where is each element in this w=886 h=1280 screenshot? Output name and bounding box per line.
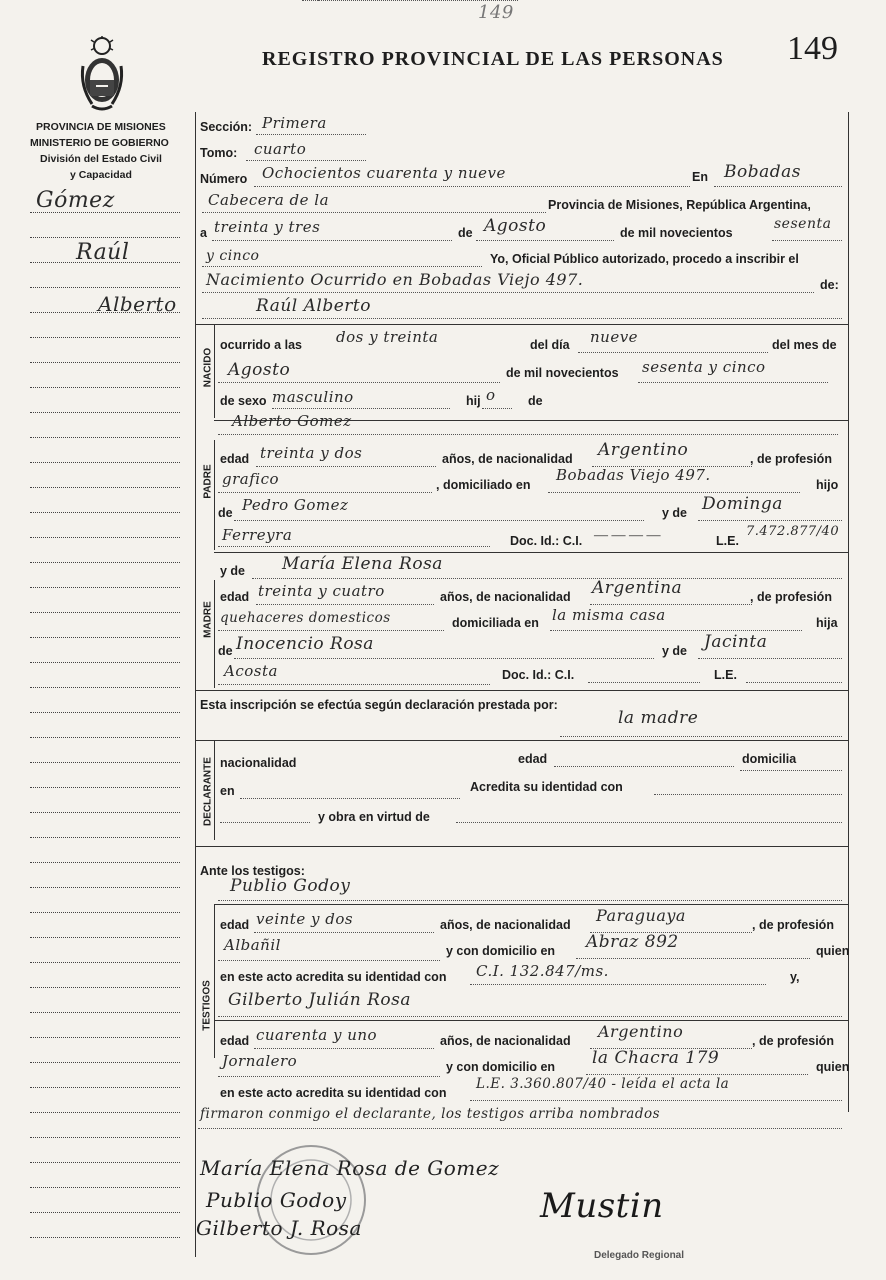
- t2-profesion-label: , de profesión: [752, 1034, 834, 1048]
- frame-left-border: [195, 112, 196, 1257]
- year-value: sesenta: [774, 216, 832, 232]
- anio-value: sesenta y cinco: [642, 358, 766, 376]
- padre-madre-value-continued: Ferreyra: [222, 526, 293, 544]
- padre-nacionalidad-value: Argentino: [598, 440, 689, 460]
- t1-edad-value: veinte y dos: [256, 910, 354, 928]
- declarante-edad-label: edad: [518, 752, 548, 766]
- madre-profesion-value: quehaceres domesticos: [220, 610, 391, 626]
- page-number: 149: [787, 30, 838, 67]
- declarante-en-label: en: [220, 784, 235, 798]
- madre-profesion-label: , de profesión: [750, 590, 832, 604]
- padre-profesion-value: grafico: [222, 470, 279, 488]
- t1-profesion-value: Albañil: [224, 936, 281, 954]
- en-label: En: [692, 170, 708, 184]
- t1-edad-label: edad: [220, 918, 250, 932]
- t2-edad-label: edad: [220, 1034, 250, 1048]
- padre-le-value: 7.472.877/40: [746, 524, 840, 539]
- numero-label: Número: [200, 172, 248, 186]
- madre-le-label: L.E.: [714, 668, 737, 682]
- signature-declarante: María Elena Rosa de Gomez: [200, 1156, 500, 1180]
- numero-value: Ochocientos cuarenta y nueve: [262, 164, 506, 182]
- testigos-ante-label: Ante los testigos:: [200, 864, 305, 878]
- padre-y-de-label: y de: [662, 506, 688, 520]
- padre-name-value: Alberto Gomez: [232, 412, 352, 430]
- closing-text: firmaron conmigo el declarante, los testigos arriba nombrados: [200, 1106, 661, 1122]
- t1-domicilio-value: Abraz 892: [586, 932, 679, 952]
- capacidad-label: y Capacidad: [70, 169, 132, 181]
- division-label: División del Estado Civil: [40, 153, 162, 165]
- madre-doc-label: Doc. Id.: C.I.: [502, 668, 575, 682]
- madre-y-de2-label: y de: [662, 644, 688, 658]
- day-value: treinta y tres: [214, 218, 321, 236]
- year-value-continued: y cinco: [206, 248, 260, 264]
- t1-profesion-label: , de profesión: [752, 918, 834, 932]
- madre-madre-value-continued: Acosta: [224, 662, 278, 680]
- padre-nacionalidad-label: años, de nacionalidad: [442, 452, 573, 466]
- madre-edad-label: edad: [220, 590, 250, 604]
- province-label: PROVINCIA DE MISIONES: [36, 121, 166, 133]
- madre-domicilio-label: domiciliada en: [452, 616, 539, 630]
- declarante-obra-label: y obra en virtud de: [318, 810, 430, 824]
- seccion-value: Primera: [262, 114, 327, 132]
- padre-side-label: PADRE: [202, 464, 214, 499]
- t2-domicilio-value: la Chacra 179: [592, 1048, 720, 1068]
- hora-value: dos y treinta: [336, 328, 439, 346]
- signature-testigo2: Gilberto J. Rosa: [196, 1216, 362, 1240]
- de-colon-label: de:: [820, 278, 839, 292]
- padre-doc-dashes: — — — —: [594, 528, 661, 543]
- sidebar-middlename: Alberto: [98, 292, 177, 316]
- signature-testigo1: Publio Godoy: [206, 1188, 347, 1212]
- de-label: de: [458, 226, 473, 240]
- madre-padre-value: Inocencio Rosa: [236, 634, 374, 654]
- padre-profesion-label: , de profesión: [750, 452, 832, 466]
- mil-novecientos-label: de mil novecientos: [620, 226, 733, 240]
- t1-nacionalidad-label: años, de nacionalidad: [440, 918, 571, 932]
- oficial-stamp-text: Delegado Regional: [594, 1250, 685, 1261]
- t2-acredita-label: en este acto acredita su identidad con: [220, 1086, 447, 1100]
- provincia-text: Provincia de Misiones, República Argentina,: [548, 198, 811, 212]
- month-value: Agosto: [484, 216, 547, 236]
- testigo1-name: Publio Godoy: [230, 876, 351, 896]
- madre-side-label: MADRE: [202, 601, 214, 638]
- nacido-mil-label: de mil novecientos: [506, 366, 619, 380]
- hij-label: hij: [466, 394, 481, 408]
- handwritten-page-mark: 149: [478, 2, 514, 23]
- testigos-side-label: TESTIGOS: [201, 980, 213, 1031]
- nacido-side-label: NACIDO: [202, 347, 214, 388]
- padre-madre-value: Dominga: [702, 494, 783, 514]
- t2-documento-value: L.E. 3.360.807/40 - leída el acta la: [476, 1076, 730, 1092]
- oficial-text: Yo, Oficial Público autorizado, procedo a inscribir el: [490, 252, 799, 266]
- dia-value: nueve: [590, 328, 639, 346]
- declarante-domicilia-label: domicilia: [742, 752, 797, 766]
- t1-documento-value: C.I. 132.847/ms.: [476, 962, 609, 980]
- nacido-de-label: de: [528, 394, 543, 408]
- a-label: a: [200, 226, 207, 240]
- t2-profesion-value: Jornalero: [222, 1052, 298, 1070]
- act-value: Nacimiento Ocurrido en Bobadas Viejo 497.: [206, 270, 584, 289]
- madre-hija-label: hija: [816, 616, 838, 630]
- madre-edad-value: treinta y cuatro: [258, 582, 385, 600]
- tomo-value: cuarto: [254, 140, 307, 158]
- child-name-value: Raúl Alberto: [256, 296, 371, 316]
- frame-right-border: [848, 112, 849, 1112]
- hij-value: o: [486, 386, 496, 404]
- madre-domicilio-value: la misma casa: [552, 606, 666, 624]
- sexo-label: de sexo: [220, 394, 267, 408]
- madre-nacionalidad-value: Argentina: [592, 578, 683, 598]
- madre-nacionalidad-label: años, de nacionalidad: [440, 590, 571, 604]
- declarante-acredita-label: Acredita su identidad con: [470, 780, 623, 794]
- t2-quien-label: quien: [816, 1060, 850, 1074]
- padre-le-label: L.E.: [716, 534, 739, 548]
- signature-oficial: Mustin: [540, 1186, 664, 1226]
- t1-nacionalidad-value: Paraguaya: [596, 906, 686, 925]
- t2-nacionalidad-value: Argentino: [598, 1022, 684, 1041]
- declarante-side-label: DECLARANTE: [202, 757, 214, 826]
- ocurrido-label: ocurrido a las: [220, 338, 302, 352]
- padre-domicilio-label: , domiciliado en: [436, 478, 531, 492]
- declaracion-text: Esta inscripción se efectúa según declaración prestada por:: [200, 698, 558, 712]
- t1-quien-label: quien: [816, 944, 850, 958]
- seccion-label: Sección:: [200, 120, 253, 134]
- padre-edad-label: edad: [220, 452, 250, 466]
- t2-nacionalidad-label: años, de nacionalidad: [440, 1034, 571, 1048]
- sexo-value: masculino: [272, 388, 354, 406]
- declarante-nacionalidad-label: nacionalidad: [220, 756, 297, 770]
- t1-y-label: y,: [790, 970, 800, 984]
- padre-domicilio-value: Bobadas Viejo 497.: [556, 466, 711, 484]
- madre-madre-value: Jacinta: [704, 632, 768, 652]
- en-value: Bobadas: [724, 162, 801, 182]
- sidebar-surname: Gómez: [36, 188, 115, 213]
- madre-name-value: María Elena Rosa: [282, 554, 443, 574]
- page-title: REGISTRO PROVINCIAL DE LAS PERSONAS: [262, 48, 724, 70]
- coat-of-arms-icon: [78, 36, 126, 114]
- padre-edad-value: treinta y dos: [260, 444, 363, 462]
- madre-y-de-label: y de: [220, 564, 246, 578]
- tomo-label: Tomo:: [200, 146, 238, 160]
- padre-doc-label: Doc. Id.: C.I.: [510, 534, 583, 548]
- del-dia-label: del día: [530, 338, 570, 352]
- sidebar-firstname: Raúl: [76, 240, 130, 265]
- madre-de-label: de: [218, 644, 233, 658]
- place-value: Cabecera de la: [208, 191, 330, 209]
- padre-de-label: de: [218, 506, 233, 520]
- mes-value: Agosto: [228, 360, 291, 380]
- del-mes-label: del mes de: [772, 338, 837, 352]
- ministry-label: MINISTERIO DE GOBIERNO: [30, 137, 169, 149]
- t2-edad-value: cuarenta y uno: [256, 1026, 378, 1044]
- t2-domicilio-label: y con domicilio en: [446, 1060, 556, 1074]
- testigo2-name: Gilberto Julián Rosa: [228, 990, 412, 1010]
- declaracion-value: la madre: [618, 708, 699, 728]
- t1-domicilio-label: y con domicilio en: [446, 944, 556, 958]
- padre-hijo-label: hijo: [816, 478, 839, 492]
- padre-padre-value: Pedro Gomez: [242, 496, 349, 514]
- t1-acredita-label: en este acto acredita su identidad con: [220, 970, 447, 984]
